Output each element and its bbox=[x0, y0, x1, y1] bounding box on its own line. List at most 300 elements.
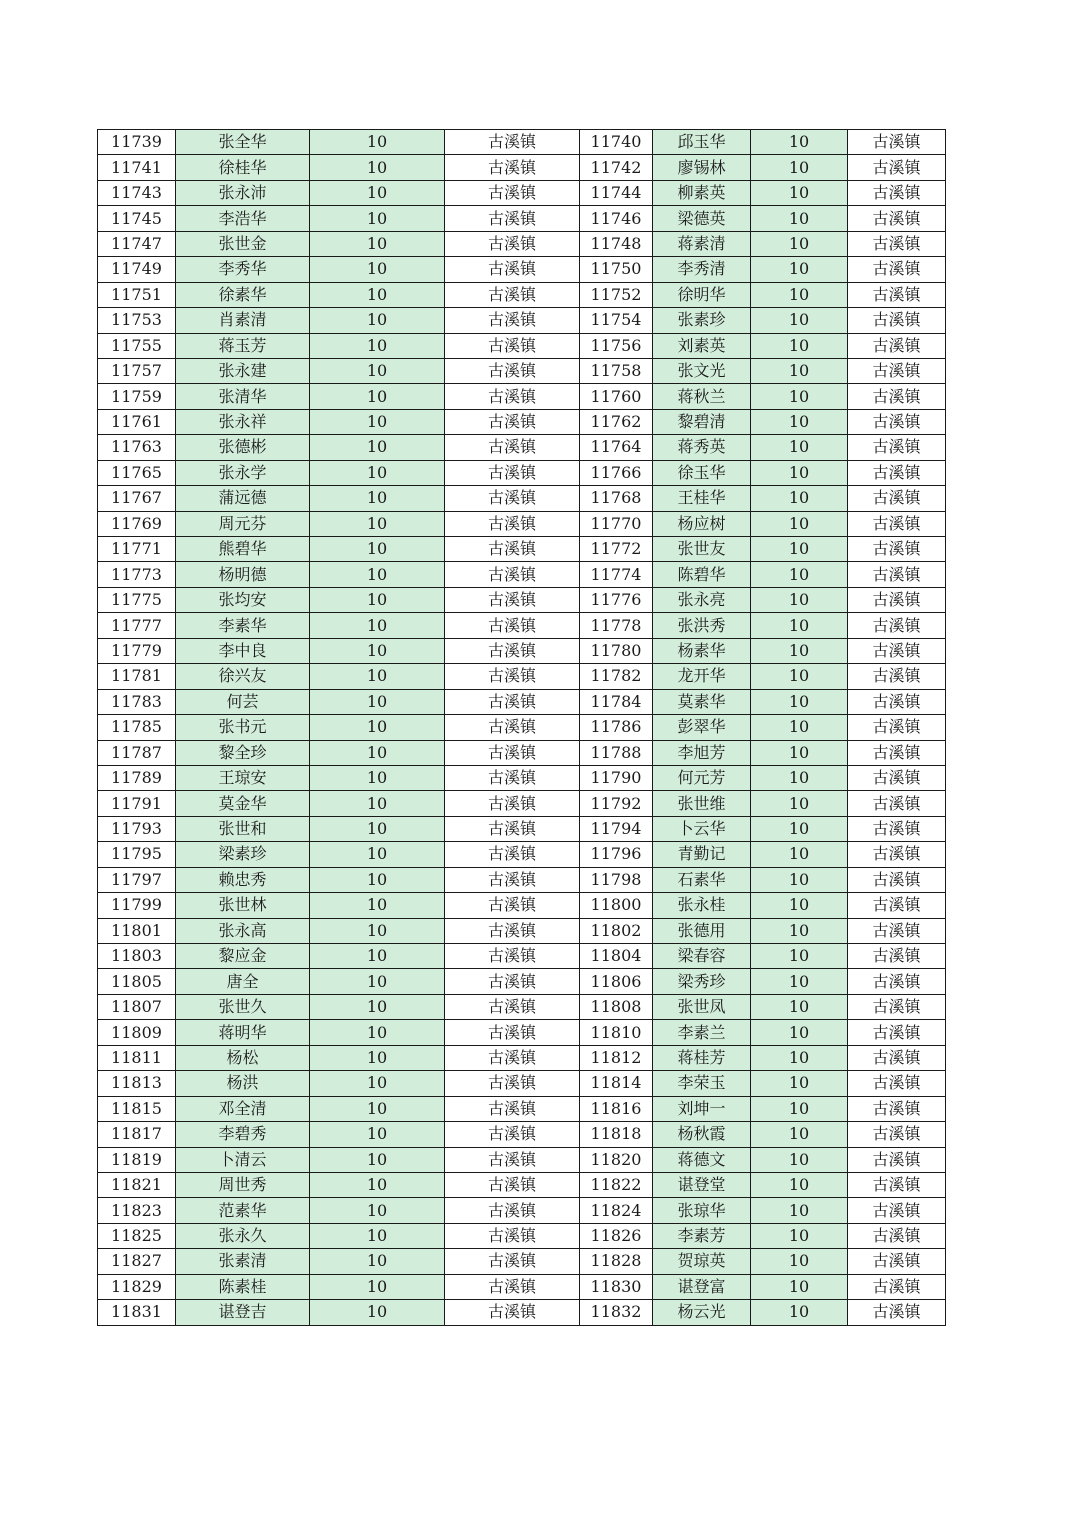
amount-cell: 10 bbox=[751, 613, 848, 638]
record-id-cell: 11776 bbox=[580, 587, 653, 612]
amount-cell: 10 bbox=[751, 791, 848, 816]
town-cell: 古溪镇 bbox=[445, 460, 580, 485]
name-cell: 青勤记 bbox=[653, 842, 751, 867]
name-cell: 张素珍 bbox=[653, 308, 751, 333]
amount-cell: 10 bbox=[310, 587, 445, 612]
name-cell: 李素华 bbox=[176, 613, 310, 638]
name-cell: 范素华 bbox=[176, 1198, 310, 1223]
record-id-cell: 11815 bbox=[98, 1096, 176, 1121]
amount-cell: 10 bbox=[751, 1249, 848, 1274]
town-cell: 古溪镇 bbox=[848, 1020, 946, 1045]
table-row bbox=[98, 1122, 946, 1147]
name-cell: 彭翠华 bbox=[653, 715, 751, 740]
name-cell: 张清华 bbox=[176, 384, 310, 409]
name-cell: 蒋素清 bbox=[653, 231, 751, 256]
amount-cell: 10 bbox=[751, 1172, 848, 1197]
town-cell: 古溪镇 bbox=[445, 308, 580, 333]
town-cell: 古溪镇 bbox=[848, 791, 946, 816]
record-id-cell: 11777 bbox=[98, 613, 176, 638]
record-id-cell: 11823 bbox=[98, 1198, 176, 1223]
amount-cell: 10 bbox=[310, 969, 445, 994]
amount-cell: 10 bbox=[751, 1122, 848, 1147]
name-cell: 张洪秀 bbox=[653, 613, 751, 638]
amount-cell: 10 bbox=[751, 155, 848, 180]
town-cell: 古溪镇 bbox=[848, 1147, 946, 1172]
name-cell: 李浩华 bbox=[176, 206, 310, 231]
table-row bbox=[98, 613, 946, 638]
record-id-cell: 11802 bbox=[580, 918, 653, 943]
record-id-cell: 11806 bbox=[580, 969, 653, 994]
name-cell: 邱玉华 bbox=[653, 130, 751, 155]
amount-cell: 10 bbox=[310, 791, 445, 816]
name-cell: 徐玉华 bbox=[653, 460, 751, 485]
record-id-cell: 11741 bbox=[98, 155, 176, 180]
town-cell: 古溪镇 bbox=[848, 1071, 946, 1096]
amount-cell: 10 bbox=[310, 562, 445, 587]
record-id-cell: 11799 bbox=[98, 893, 176, 918]
record-id-cell: 11748 bbox=[580, 231, 653, 256]
town-cell: 古溪镇 bbox=[848, 435, 946, 460]
amount-cell: 10 bbox=[310, 689, 445, 714]
town-cell: 古溪镇 bbox=[848, 1223, 946, 1248]
table-row bbox=[98, 867, 946, 892]
name-cell: 张永桂 bbox=[653, 893, 751, 918]
town-cell: 古溪镇 bbox=[445, 358, 580, 383]
amount-cell: 10 bbox=[310, 333, 445, 358]
town-cell: 古溪镇 bbox=[445, 257, 580, 282]
record-id-cell: 11814 bbox=[580, 1071, 653, 1096]
amount-cell: 10 bbox=[310, 1045, 445, 1070]
town-cell: 古溪镇 bbox=[848, 130, 946, 155]
town-cell: 古溪镇 bbox=[848, 1198, 946, 1223]
amount-cell: 10 bbox=[751, 664, 848, 689]
town-cell: 古溪镇 bbox=[848, 842, 946, 867]
town-cell: 古溪镇 bbox=[848, 638, 946, 663]
table-row bbox=[98, 1071, 946, 1096]
amount-cell: 10 bbox=[310, 511, 445, 536]
name-cell: 张素清 bbox=[176, 1249, 310, 1274]
name-cell: 张世林 bbox=[176, 893, 310, 918]
record-id-cell: 11832 bbox=[580, 1300, 653, 1325]
town-cell: 古溪镇 bbox=[848, 1300, 946, 1325]
town-cell: 古溪镇 bbox=[445, 333, 580, 358]
record-id-cell: 11769 bbox=[98, 511, 176, 536]
record-id-cell: 11817 bbox=[98, 1122, 176, 1147]
amount-cell: 10 bbox=[310, 1020, 445, 1045]
name-cell: 梁秀珍 bbox=[653, 969, 751, 994]
name-cell: 黎碧清 bbox=[653, 409, 751, 434]
amount-cell: 10 bbox=[751, 969, 848, 994]
table-row bbox=[98, 231, 946, 256]
town-cell: 古溪镇 bbox=[445, 969, 580, 994]
amount-cell: 10 bbox=[310, 1300, 445, 1325]
record-id-cell: 11813 bbox=[98, 1071, 176, 1096]
name-cell: 刘素英 bbox=[653, 333, 751, 358]
record-id-cell: 11744 bbox=[580, 180, 653, 205]
amount-cell: 10 bbox=[310, 1096, 445, 1121]
amount-cell: 10 bbox=[751, 587, 848, 612]
name-cell: 张世久 bbox=[176, 994, 310, 1019]
town-cell: 古溪镇 bbox=[445, 1020, 580, 1045]
record-id-cell: 11819 bbox=[98, 1147, 176, 1172]
town-cell: 古溪镇 bbox=[848, 893, 946, 918]
record-id-cell: 11784 bbox=[580, 689, 653, 714]
name-cell: 张文光 bbox=[653, 358, 751, 383]
name-cell: 李荣玉 bbox=[653, 1071, 751, 1096]
amount-cell: 10 bbox=[751, 765, 848, 790]
amount-cell: 10 bbox=[310, 842, 445, 867]
amount-cell: 10 bbox=[751, 130, 848, 155]
record-id-cell: 11830 bbox=[580, 1274, 653, 1299]
town-cell: 古溪镇 bbox=[445, 206, 580, 231]
table-row bbox=[98, 1223, 946, 1248]
record-id-cell: 11810 bbox=[580, 1020, 653, 1045]
town-cell: 古溪镇 bbox=[445, 1300, 580, 1325]
amount-cell: 10 bbox=[751, 1147, 848, 1172]
record-id-cell: 11798 bbox=[580, 867, 653, 892]
name-cell: 刘坤一 bbox=[653, 1096, 751, 1121]
town-cell: 古溪镇 bbox=[445, 1096, 580, 1121]
record-id-cell: 11808 bbox=[580, 994, 653, 1019]
town-cell: 古溪镇 bbox=[445, 587, 580, 612]
amount-cell: 10 bbox=[751, 816, 848, 841]
amount-cell: 10 bbox=[310, 1147, 445, 1172]
town-cell: 古溪镇 bbox=[445, 1045, 580, 1070]
name-cell: 李秀华 bbox=[176, 257, 310, 282]
table-row bbox=[98, 1147, 946, 1172]
town-cell: 古溪镇 bbox=[848, 409, 946, 434]
table-row bbox=[98, 893, 946, 918]
town-cell: 古溪镇 bbox=[445, 944, 580, 969]
name-cell: 张世友 bbox=[653, 537, 751, 562]
name-cell: 李旭芳 bbox=[653, 740, 751, 765]
name-cell: 陈素桂 bbox=[176, 1274, 310, 1299]
amount-cell: 10 bbox=[310, 231, 445, 256]
town-cell: 古溪镇 bbox=[848, 613, 946, 638]
name-cell: 熊碧华 bbox=[176, 537, 310, 562]
town-cell: 古溪镇 bbox=[445, 130, 580, 155]
record-id-cell: 11746 bbox=[580, 206, 653, 231]
table-row bbox=[98, 638, 946, 663]
name-cell: 谌登堂 bbox=[653, 1172, 751, 1197]
amount-cell: 10 bbox=[310, 1223, 445, 1248]
record-id-cell: 11755 bbox=[98, 333, 176, 358]
table-row bbox=[98, 409, 946, 434]
amount-cell: 10 bbox=[310, 944, 445, 969]
name-cell: 李素芳 bbox=[653, 1223, 751, 1248]
town-cell: 古溪镇 bbox=[445, 1274, 580, 1299]
name-cell: 周元芬 bbox=[176, 511, 310, 536]
record-id-cell: 11780 bbox=[580, 638, 653, 663]
amount-cell: 10 bbox=[310, 180, 445, 205]
name-cell: 杨明德 bbox=[176, 562, 310, 587]
amount-cell: 10 bbox=[310, 308, 445, 333]
town-cell: 古溪镇 bbox=[445, 994, 580, 1019]
town-cell: 古溪镇 bbox=[445, 664, 580, 689]
town-cell: 古溪镇 bbox=[848, 1172, 946, 1197]
name-cell: 黎应金 bbox=[176, 944, 310, 969]
record-id-cell: 11804 bbox=[580, 944, 653, 969]
name-cell: 徐兴友 bbox=[176, 664, 310, 689]
town-cell: 古溪镇 bbox=[848, 816, 946, 841]
town-cell: 古溪镇 bbox=[848, 689, 946, 714]
town-cell: 古溪镇 bbox=[445, 511, 580, 536]
amount-cell: 10 bbox=[310, 1071, 445, 1096]
name-cell: 徐桂华 bbox=[176, 155, 310, 180]
record-id-cell: 11790 bbox=[580, 765, 653, 790]
name-cell: 张永祥 bbox=[176, 409, 310, 434]
amount-cell: 10 bbox=[310, 486, 445, 511]
town-cell: 古溪镇 bbox=[848, 918, 946, 943]
town-cell: 古溪镇 bbox=[848, 1274, 946, 1299]
name-cell: 张世和 bbox=[176, 816, 310, 841]
record-id-cell: 11786 bbox=[580, 715, 653, 740]
name-cell: 张永高 bbox=[176, 918, 310, 943]
amount-cell: 10 bbox=[310, 918, 445, 943]
record-id-cell: 11753 bbox=[98, 308, 176, 333]
record-id-cell: 11828 bbox=[580, 1249, 653, 1274]
record-id-cell: 11761 bbox=[98, 409, 176, 434]
table-row bbox=[98, 130, 946, 155]
record-id-cell: 11829 bbox=[98, 1274, 176, 1299]
name-cell: 张世凤 bbox=[653, 994, 751, 1019]
table-row bbox=[98, 969, 946, 994]
amount-cell: 10 bbox=[751, 689, 848, 714]
town-cell: 古溪镇 bbox=[445, 562, 580, 587]
name-cell: 张永建 bbox=[176, 358, 310, 383]
amount-cell: 10 bbox=[310, 816, 445, 841]
amount-cell: 10 bbox=[310, 460, 445, 485]
record-id-cell: 11818 bbox=[580, 1122, 653, 1147]
name-cell: 张书元 bbox=[176, 715, 310, 740]
town-cell: 古溪镇 bbox=[445, 1147, 580, 1172]
name-cell: 徐素华 bbox=[176, 282, 310, 307]
town-cell: 古溪镇 bbox=[445, 867, 580, 892]
name-cell: 王桂华 bbox=[653, 486, 751, 511]
name-cell: 石素华 bbox=[653, 867, 751, 892]
record-id-cell: 11787 bbox=[98, 740, 176, 765]
amount-cell: 10 bbox=[751, 231, 848, 256]
table-row bbox=[98, 1249, 946, 1274]
table-row bbox=[98, 765, 946, 790]
name-cell: 柳素英 bbox=[653, 180, 751, 205]
amount-cell: 10 bbox=[310, 206, 445, 231]
table-row bbox=[98, 944, 946, 969]
amount-cell: 10 bbox=[310, 740, 445, 765]
name-cell: 蒋桂芳 bbox=[653, 1045, 751, 1070]
table-row bbox=[98, 842, 946, 867]
table-row bbox=[98, 715, 946, 740]
table-row bbox=[98, 180, 946, 205]
record-id-cell: 11778 bbox=[580, 613, 653, 638]
amount-cell: 10 bbox=[751, 994, 848, 1019]
town-cell: 古溪镇 bbox=[445, 1198, 580, 1223]
table-row bbox=[98, 689, 946, 714]
record-id-cell: 11773 bbox=[98, 562, 176, 587]
name-cell: 张世金 bbox=[176, 231, 310, 256]
town-cell: 古溪镇 bbox=[848, 257, 946, 282]
table-row bbox=[98, 1274, 946, 1299]
name-cell: 张永亮 bbox=[653, 587, 751, 612]
table-row bbox=[98, 791, 946, 816]
name-cell: 张永学 bbox=[176, 460, 310, 485]
town-cell: 古溪镇 bbox=[445, 537, 580, 562]
town-cell: 古溪镇 bbox=[445, 409, 580, 434]
name-cell: 蒋明华 bbox=[176, 1020, 310, 1045]
town-cell: 古溪镇 bbox=[445, 715, 580, 740]
record-id-cell: 11821 bbox=[98, 1172, 176, 1197]
record-id-cell: 11807 bbox=[98, 994, 176, 1019]
town-cell: 古溪镇 bbox=[848, 282, 946, 307]
record-id-cell: 11822 bbox=[580, 1172, 653, 1197]
record-id-cell: 11759 bbox=[98, 384, 176, 409]
table-row bbox=[98, 384, 946, 409]
name-cell: 杨洪 bbox=[176, 1071, 310, 1096]
amount-cell: 10 bbox=[751, 537, 848, 562]
record-id-cell: 11754 bbox=[580, 308, 653, 333]
amount-cell: 10 bbox=[310, 358, 445, 383]
amount-cell: 10 bbox=[751, 384, 848, 409]
record-id-cell: 11750 bbox=[580, 257, 653, 282]
town-cell: 古溪镇 bbox=[848, 1122, 946, 1147]
record-id-cell: 11789 bbox=[98, 765, 176, 790]
town-cell: 古溪镇 bbox=[445, 893, 580, 918]
amount-cell: 10 bbox=[751, 333, 848, 358]
record-id-cell: 11763 bbox=[98, 435, 176, 460]
name-cell: 张德用 bbox=[653, 918, 751, 943]
record-id-cell: 11781 bbox=[98, 664, 176, 689]
town-cell: 古溪镇 bbox=[445, 155, 580, 180]
name-cell: 张琼华 bbox=[653, 1198, 751, 1223]
town-cell: 古溪镇 bbox=[848, 486, 946, 511]
town-cell: 古溪镇 bbox=[445, 1172, 580, 1197]
record-id-cell: 11762 bbox=[580, 409, 653, 434]
record-id-cell: 11825 bbox=[98, 1223, 176, 1248]
amount-cell: 10 bbox=[751, 893, 848, 918]
roster-body bbox=[98, 130, 946, 1326]
town-cell: 古溪镇 bbox=[848, 231, 946, 256]
name-cell: 李中良 bbox=[176, 638, 310, 663]
table-row bbox=[98, 333, 946, 358]
town-cell: 古溪镇 bbox=[445, 384, 580, 409]
name-cell: 谌登富 bbox=[653, 1274, 751, 1299]
record-id-cell: 11767 bbox=[98, 486, 176, 511]
name-cell: 张永久 bbox=[176, 1223, 310, 1248]
record-id-cell: 11805 bbox=[98, 969, 176, 994]
table-row bbox=[98, 155, 946, 180]
name-cell: 卜云华 bbox=[653, 816, 751, 841]
table-row bbox=[98, 537, 946, 562]
name-cell: 邓全清 bbox=[176, 1096, 310, 1121]
town-cell: 古溪镇 bbox=[445, 1071, 580, 1096]
town-cell: 古溪镇 bbox=[445, 613, 580, 638]
record-id-cell: 11760 bbox=[580, 384, 653, 409]
name-cell: 杨应树 bbox=[653, 511, 751, 536]
amount-cell: 10 bbox=[751, 1223, 848, 1248]
amount-cell: 10 bbox=[751, 435, 848, 460]
name-cell: 蒋德文 bbox=[653, 1147, 751, 1172]
name-cell: 杨素华 bbox=[653, 638, 751, 663]
record-id-cell: 11785 bbox=[98, 715, 176, 740]
amount-cell: 10 bbox=[751, 1198, 848, 1223]
name-cell: 张德彬 bbox=[176, 435, 310, 460]
name-cell: 张永沛 bbox=[176, 180, 310, 205]
amount-cell: 10 bbox=[751, 562, 848, 587]
record-id-cell: 11795 bbox=[98, 842, 176, 867]
record-id-cell: 11752 bbox=[580, 282, 653, 307]
amount-cell: 10 bbox=[751, 409, 848, 434]
amount-cell: 10 bbox=[310, 765, 445, 790]
name-cell: 蒲远德 bbox=[176, 486, 310, 511]
town-cell: 古溪镇 bbox=[445, 180, 580, 205]
name-cell: 周世秀 bbox=[176, 1172, 310, 1197]
town-cell: 古溪镇 bbox=[445, 689, 580, 714]
name-cell: 杨云光 bbox=[653, 1300, 751, 1325]
name-cell: 梁德英 bbox=[653, 206, 751, 231]
town-cell: 古溪镇 bbox=[848, 1096, 946, 1121]
table-row bbox=[98, 511, 946, 536]
name-cell: 赖忠秀 bbox=[176, 867, 310, 892]
roster-table bbox=[97, 129, 946, 1326]
amount-cell: 10 bbox=[310, 867, 445, 892]
town-cell: 古溪镇 bbox=[848, 333, 946, 358]
town-cell: 古溪镇 bbox=[445, 740, 580, 765]
town-cell: 古溪镇 bbox=[445, 918, 580, 943]
town-cell: 古溪镇 bbox=[848, 1045, 946, 1070]
amount-cell: 10 bbox=[751, 842, 848, 867]
record-id-cell: 11772 bbox=[580, 537, 653, 562]
amount-cell: 10 bbox=[751, 511, 848, 536]
amount-cell: 10 bbox=[751, 1274, 848, 1299]
name-cell: 李素兰 bbox=[653, 1020, 751, 1045]
amount-cell: 10 bbox=[310, 638, 445, 663]
name-cell: 廖锡林 bbox=[653, 155, 751, 180]
town-cell: 古溪镇 bbox=[848, 155, 946, 180]
town-cell: 古溪镇 bbox=[445, 231, 580, 256]
town-cell: 古溪镇 bbox=[445, 486, 580, 511]
name-cell: 黎全珍 bbox=[176, 740, 310, 765]
amount-cell: 10 bbox=[310, 1122, 445, 1147]
record-id-cell: 11783 bbox=[98, 689, 176, 714]
name-cell: 唐全 bbox=[176, 969, 310, 994]
record-id-cell: 11791 bbox=[98, 791, 176, 816]
amount-cell: 10 bbox=[751, 282, 848, 307]
town-cell: 古溪镇 bbox=[445, 842, 580, 867]
amount-cell: 10 bbox=[310, 435, 445, 460]
town-cell: 古溪镇 bbox=[445, 791, 580, 816]
town-cell: 古溪镇 bbox=[445, 1122, 580, 1147]
record-id-cell: 11766 bbox=[580, 460, 653, 485]
record-id-cell: 11756 bbox=[580, 333, 653, 358]
amount-cell: 10 bbox=[751, 358, 848, 383]
record-id-cell: 11779 bbox=[98, 638, 176, 663]
table-row bbox=[98, 587, 946, 612]
amount-cell: 10 bbox=[310, 893, 445, 918]
record-id-cell: 11793 bbox=[98, 816, 176, 841]
name-cell: 王琼安 bbox=[176, 765, 310, 790]
table-row bbox=[98, 282, 946, 307]
record-id-cell: 11801 bbox=[98, 918, 176, 943]
town-cell: 古溪镇 bbox=[848, 969, 946, 994]
record-id-cell: 11824 bbox=[580, 1198, 653, 1223]
name-cell: 徐明华 bbox=[653, 282, 751, 307]
amount-cell: 10 bbox=[751, 867, 848, 892]
table-row bbox=[98, 1020, 946, 1045]
amount-cell: 10 bbox=[310, 282, 445, 307]
amount-cell: 10 bbox=[310, 257, 445, 282]
record-id-cell: 11827 bbox=[98, 1249, 176, 1274]
amount-cell: 10 bbox=[751, 308, 848, 333]
